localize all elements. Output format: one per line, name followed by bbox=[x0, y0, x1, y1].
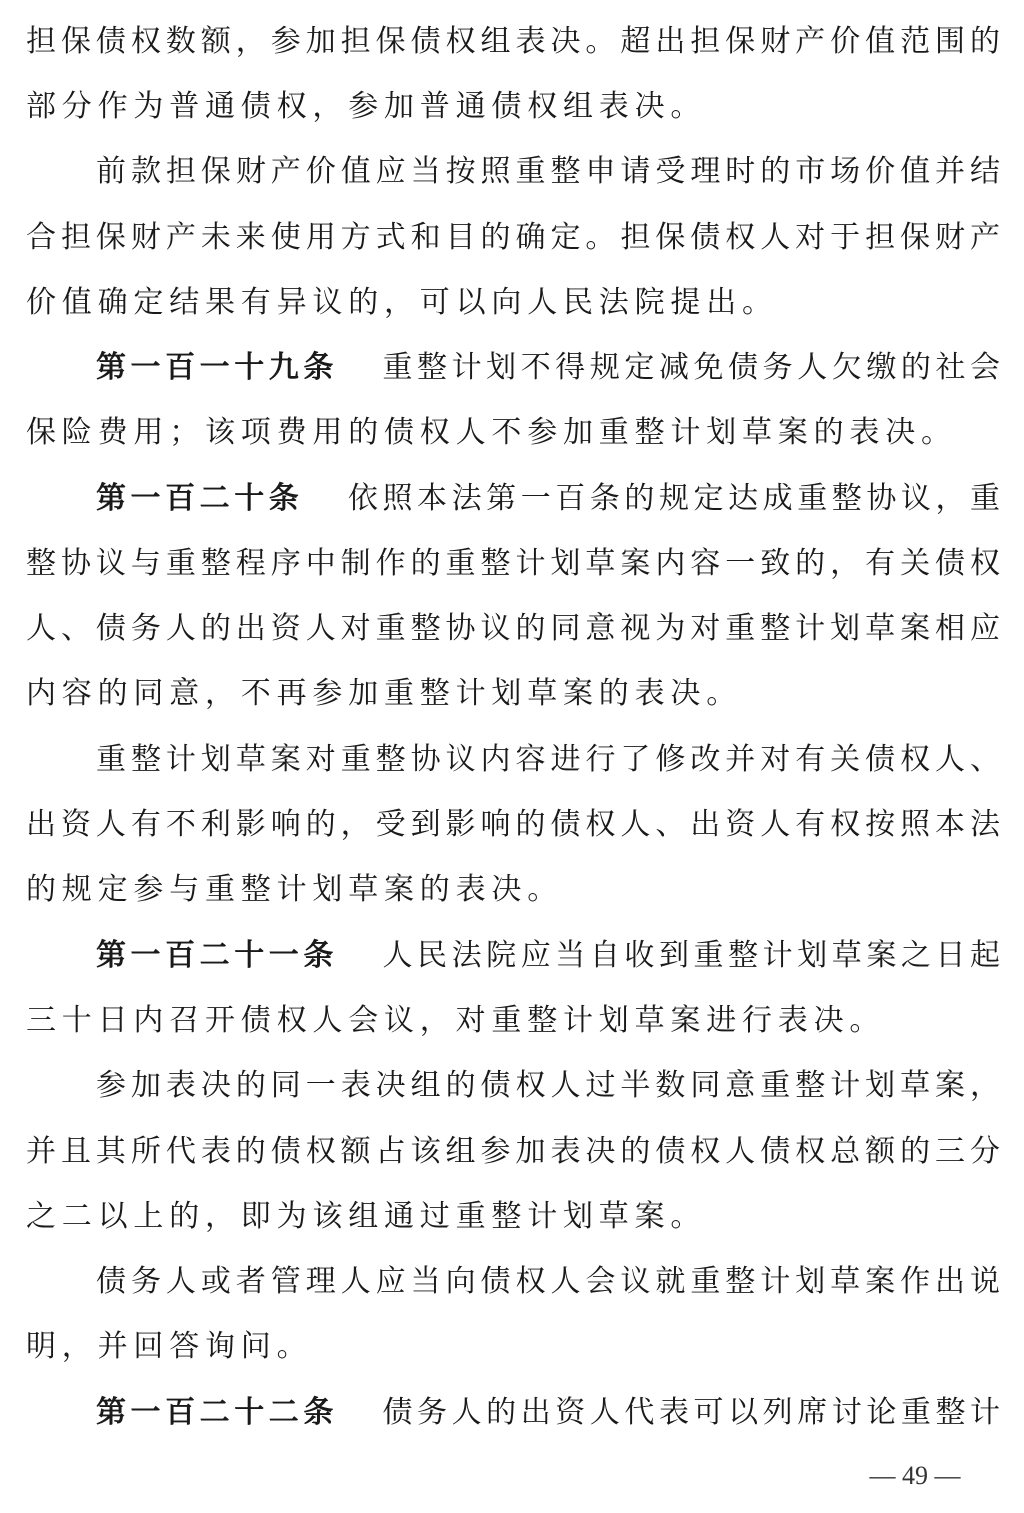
text-line: 的规定参与重整计划草案的表决。 bbox=[26, 872, 563, 907]
text-line: 三十日内召开债权人会议，对重整计划草案进行表决。 bbox=[26, 1003, 886, 1038]
paragraph-first-line: 参加表决的同一表决组的债权人过半数同意重整计划草案， bbox=[96, 1068, 1000, 1103]
article-title-119: 第一百一十九条 bbox=[96, 350, 338, 385]
article-title-122: 第一百二十二条 bbox=[96, 1395, 338, 1430]
article-title-121: 第一百二十一条 bbox=[96, 938, 338, 973]
article-122-first-line bbox=[96, 1390, 1000, 1436]
text-line: 之二以上的，即为该组通过重整计划草案。 bbox=[26, 1199, 707, 1234]
paragraph-first-line: 前款担保财产价值应当按照重整申请受理时的市场价值并结 bbox=[96, 154, 1000, 189]
paragraph-first-line: 重整计划草案对重整协议内容进行了修改并对有关债权人、 bbox=[96, 742, 1000, 777]
text-line: 出资人有不利影响的，受到影响的债权人、出资人有权按照本法 bbox=[26, 807, 1000, 842]
text-line: 内容的同意，不再参加重整计划草案的表决。 bbox=[26, 676, 742, 711]
text-line: 保险费用；该项费用的债权人不参加重整计划草案的表决。 bbox=[26, 415, 957, 450]
paragraph-first-line: 债务人或者管理人应当向债权人会议就重整计划草案作出说 bbox=[96, 1264, 1000, 1299]
text-line: 部分作为普通债权，参加普通债权组表决。 bbox=[26, 89, 707, 124]
text-line: 整协议与重整程序中制作的重整计划草案内容一致的，有关债权 bbox=[26, 546, 1000, 581]
text-line: 人、债务人的出资人对重整协议的同意视为对重整计划草案相应 bbox=[26, 611, 1000, 646]
article-120-first-line bbox=[96, 476, 1000, 522]
article-119-first-line bbox=[96, 345, 1000, 391]
article-121-text: 人民法院应当自收到重整计划草案之日起 bbox=[377, 938, 1001, 973]
text-line: 明，并回答询问。 bbox=[26, 1329, 313, 1364]
page-number: — 49 — bbox=[869, 1461, 961, 1490]
text-line: 担保债权数额，参加担保债权组表决。超出担保财产价值范围的 bbox=[26, 24, 1000, 59]
article-121-first-line bbox=[96, 933, 1000, 979]
article-title-120: 第一百二十条 bbox=[96, 481, 304, 516]
text-line: 价值确定结果有异议的，可以向人民法院提出。 bbox=[26, 285, 778, 320]
text-line: 并且其所代表的债权额占该组参加表决的债权人债权总额的三分 bbox=[26, 1134, 1000, 1169]
article-122-text: 债务人的出资人代表可以列席讨论重整计 bbox=[377, 1395, 1001, 1430]
article-120-text: 依照本法第一百条的规定达成重整协议，重 bbox=[343, 481, 1001, 516]
article-119-text: 重整计划不得规定减免债务人欠缴的社会 bbox=[377, 350, 1001, 385]
text-line: 合担保财产未来使用方式和目的确定。担保债权人对于担保财产 bbox=[26, 220, 1000, 255]
